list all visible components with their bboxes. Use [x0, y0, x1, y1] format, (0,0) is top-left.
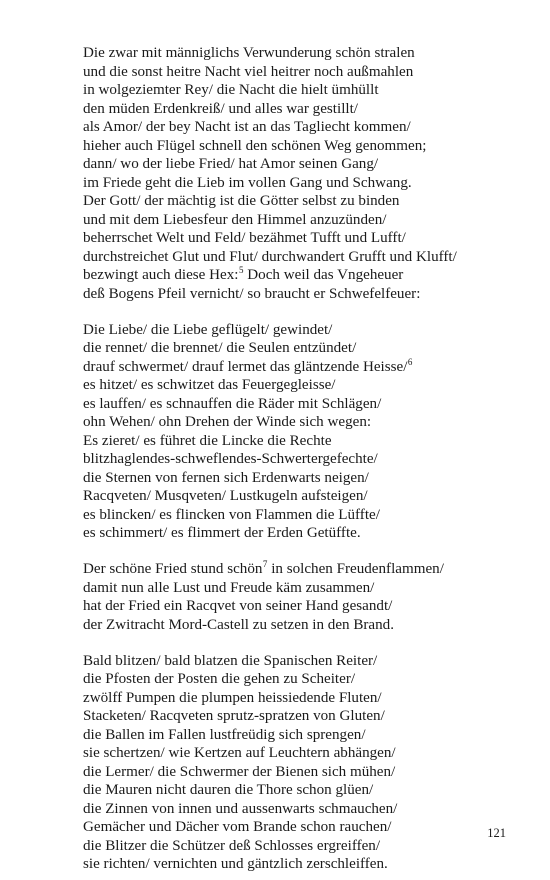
- stanza: [83, 321, 503, 543]
- verse-line: [83, 248, 503, 267]
- verse-text: sie schertzen/ wie Kertzen auf Leuchtern abhängen/: [83, 745, 396, 761]
- verse-line: [83, 652, 503, 671]
- verse-line: [83, 321, 503, 340]
- verse-line: [83, 100, 503, 119]
- footnote-marker: 6: [407, 356, 413, 367]
- verse-text: Es zieret/ es führet die Lincke die Rechte: [83, 432, 332, 449]
- verse-line: [83, 192, 503, 211]
- verse-text: es hitzet/ es schwitzet das Feuergegleisse/: [83, 377, 336, 393]
- verse-text-continued: Doch weil das Vngeheuer: [243, 267, 404, 283]
- verse-text: die Mauren nicht dauren die Thore schon glüen/: [83, 782, 374, 798]
- verse-text: als Amor/ der bey Nacht ist an das Tagliecht kommen/: [83, 119, 411, 135]
- verse-line: [83, 376, 503, 395]
- verse-line: [83, 413, 503, 432]
- verse-line: [83, 450, 503, 469]
- verse-text: Die Liebe/ die Liebe geflügelt/ gewindet/: [83, 321, 333, 338]
- verse-line: [83, 616, 503, 635]
- footnote-marker: 7: [262, 559, 268, 569]
- stanza: [83, 560, 503, 634]
- verse-line: [83, 487, 503, 506]
- verse-text: ohn Wehen/ ohn Drehen der Winde sich wegen:: [83, 414, 372, 430]
- verse-text: Racqveten/ Musqveten/ Lustkugeln aufsteigen/: [83, 488, 368, 504]
- verse-line: [83, 339, 503, 358]
- verse-text: Gemächer und Dächer vom Brande schon rauchen/: [83, 819, 392, 835]
- verse-line: [83, 579, 503, 598]
- verse-text: die Zinnen von innen und aussenwarts schmauchen/: [83, 800, 398, 817]
- verse-line: [83, 670, 503, 689]
- verse-text: in wolgeziemter Rey/ die Nacht die hielt ümhüllt: [83, 82, 379, 98]
- verse-line: [83, 707, 503, 726]
- verse-text: hat der Fried ein Racqvet von seiner Hand gesandt/: [83, 598, 393, 614]
- verse-line: [83, 432, 503, 451]
- verse-text: Stacketen/ Racqveten sprutz-spratzen von Gluten/: [83, 708, 385, 724]
- verse-line: [83, 469, 503, 488]
- verse-text: bezwingt auch diese Hex:: [83, 267, 239, 283]
- verse-line: [83, 137, 503, 156]
- verse-line: [83, 118, 503, 137]
- poem-text: [83, 44, 503, 874]
- verse-line: [83, 63, 503, 82]
- verse-line: [83, 358, 503, 377]
- page-number: 121: [487, 826, 506, 840]
- verse-text-continued: in solchen Freudenflammen/: [267, 561, 444, 577]
- verse-line: [83, 285, 503, 304]
- footnote-marker: 5: [239, 265, 244, 275]
- verse-text: und mit dem Liebesfeur den Himmel anzuzünden/: [83, 211, 387, 228]
- verse-text: deß Bogens Pfeil vernicht/ so braucht er Schwefelfeuer:: [83, 285, 421, 302]
- verse-line: [83, 726, 503, 745]
- verse-text: sie richten/ vernichten und gäntzlich zerschleiffen.: [83, 856, 388, 872]
- stanza: [83, 44, 503, 303]
- stanza-break: [83, 543, 503, 561]
- verse-text: die Lermer/ die Schwermer der Bienen sich mühen/: [83, 763, 396, 780]
- verse-line: [83, 818, 503, 837]
- verse-text: die Ballen im Fallen lustfreüdig sich sprengen/: [83, 726, 366, 743]
- verse-line: [83, 395, 503, 414]
- verse-line: [83, 763, 503, 782]
- stanza-break: [83, 303, 503, 321]
- verse-text: dann/ wo der liebe Fried/ hat Amor seinen Gang/: [83, 156, 379, 172]
- verse-line: [83, 174, 503, 193]
- verse-line: [83, 855, 503, 874]
- verse-text: im Friede geht die Lieb im vollen Gang und Schwang.: [83, 174, 412, 191]
- stanza-break: [83, 634, 503, 652]
- verse-line: [83, 744, 503, 763]
- verse-text: Die zwar mit männiglichs Verwunderung schön stralen: [83, 45, 415, 61]
- verse-line: [83, 506, 503, 525]
- verse-text: den müden Erdenkreiß/ und alles war gestillt/: [83, 100, 358, 117]
- verse-line: [83, 155, 503, 174]
- verse-line: [83, 689, 503, 708]
- verse-text: die Blitzer die Schützer deß Schlosses ergreiffen/: [83, 837, 381, 854]
- verse-line: [83, 560, 503, 579]
- verse-text: hieher auch Flügel schnell den schönen Weg genommen;: [83, 137, 427, 154]
- verse-text: die rennet/ die brennet/ die Seulen entzündet/: [83, 340, 357, 356]
- verse-line: [83, 229, 503, 248]
- verse-text: durchstreichet Glut und Flut/ durchwandert Grufft und Klufft/: [83, 248, 457, 265]
- verse-text: blitzhaglendes-schweflendes-Schwertergefechte/: [83, 451, 378, 467]
- verse-text: Der Gott/ der mächtig ist die Götter selbst zu binden: [83, 193, 400, 209]
- verse-line: [83, 597, 503, 616]
- verse-text: Bald blitzen/ bald blatzen die Spanischen Reiter/: [83, 652, 378, 669]
- verse-text: die Sternen von fernen sich Erdenwarts neigen/: [83, 469, 369, 486]
- verse-text: es blincken/ es flincken von Flammen die Lüffte/: [83, 506, 380, 523]
- verse-line: [83, 266, 503, 285]
- verse-text: zwölff Pumpen die plumpen heissiedende Fluten/: [83, 689, 382, 706]
- verse-text: beherrschet Welt und Feld/ bezähmet Tufft und Lufft/: [83, 230, 406, 246]
- verse-line: [83, 524, 503, 543]
- verse-line: [83, 44, 503, 63]
- verse-line: [83, 800, 503, 819]
- verse-text: Der schöne Fried stund schön: [83, 561, 263, 577]
- verse-line: [83, 837, 503, 856]
- verse-text: damit nun alle Lust und Freude käm zusammen/: [83, 579, 375, 596]
- verse-text: drauf schwermet/ drauf lermet das gläntzende Heisse/: [83, 358, 408, 375]
- verse-text: und die sonst heitre Nacht viel heitrer noch außmahlen: [83, 63, 414, 80]
- verse-line: [83, 211, 503, 230]
- verse-text: es lauffen/ es schnauffen die Räder mit Schlägen/: [83, 395, 382, 412]
- verse-text: der Zwitracht Mord-Castell zu setzen in den Brand.: [83, 616, 394, 633]
- verse-text: es schimmert/ es flimmert der Erden Getüffte.: [83, 525, 361, 541]
- verse-line: [83, 81, 503, 100]
- stanza: [83, 652, 503, 874]
- verse-line: [83, 781, 503, 800]
- verse-text: die Pfosten der Posten die gehen zu Scheiter/: [83, 671, 356, 687]
